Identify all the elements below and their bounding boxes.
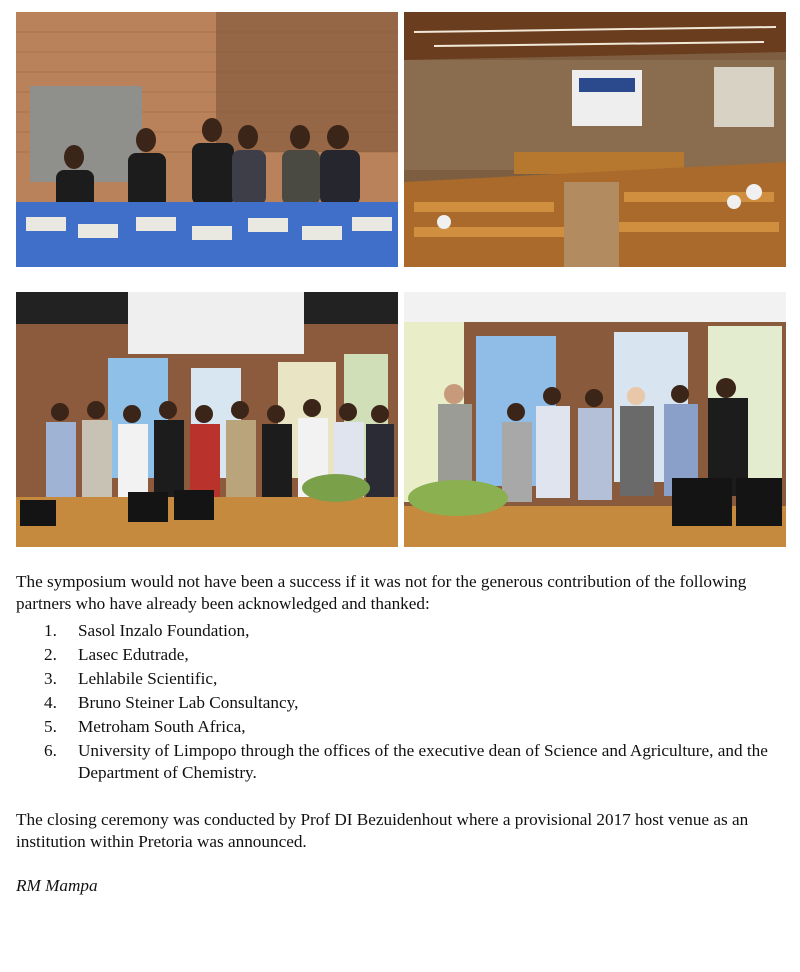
author-signature: RM Mampa [16,876,98,895]
list-item-text: Sasol Inzalo Foundation, [78,621,250,640]
list-item [16,668,792,690]
list-item-number: 6. [44,741,57,761]
photo-auditorium [404,12,786,267]
intro-paragraph: The symposium would not have been a success if it was not for the generous contribution of the following partners who have already been acknowledged and thanked: [16,572,747,613]
list-item [16,740,792,783]
list-item-text: Bruno Steiner Lab Consultancy, [78,693,299,713]
list-item-number: 3. [44,669,57,689]
photo-group-organisers [404,292,786,547]
closing-paragraph: The closing ceremony was conducted by Prof DI Bezuidenhout where a provisional 2017 host venue as an institution within Pretoria was announced. [16,810,749,851]
list-item-number: 4. [44,693,57,713]
list-item-text: Lehlabile Scientific, [78,669,218,689]
list-item-text: Metroham South Africa, [78,717,246,737]
list-item [16,620,792,642]
list-item-text: Lasec Edutrade, [78,645,189,665]
list-item [16,692,792,714]
list-item-text: University of Limpopo through the offices of the executive dean of Science and Agriculture, and the Department of Chemistry. [78,741,768,782]
partners-list [16,620,792,786]
photo-registration-desk [16,12,398,267]
list-item-number: 5. [44,717,57,737]
photo-group-students [16,292,398,547]
list-item [16,716,792,738]
list-item-number: 2. [44,645,57,665]
list-item [16,644,792,666]
list-item-number: 1. [44,621,57,640]
